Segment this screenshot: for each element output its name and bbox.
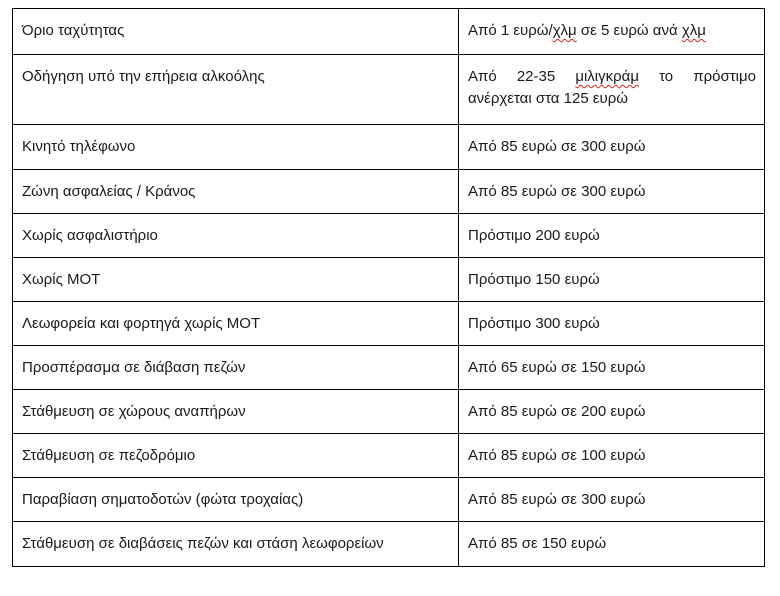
fine-cell (459, 55, 765, 125)
table-row (13, 214, 765, 258)
fine-text: Από 85 ευρώ σε 100 ευρώ (468, 447, 646, 464)
fine-text: Από 1 ευρώ/ (468, 22, 553, 39)
fine-cell (459, 125, 765, 170)
table-row (13, 522, 765, 567)
violation-cell (13, 170, 459, 214)
fine-text: Από 85 ευρώ σε 300 ευρώ (468, 138, 646, 155)
violation-cell (13, 258, 459, 302)
fine-text: Από 65 ευρώ σε 150 ευρώ (468, 359, 646, 376)
table-row (13, 478, 765, 522)
violation-text: Στάθμευση σε πεζοδρόμιο (22, 447, 196, 464)
fine-cell (459, 478, 765, 522)
violation-cell (13, 214, 459, 258)
violation-cell (13, 434, 459, 478)
fine-cell (459, 390, 765, 434)
table-row (13, 55, 765, 125)
violation-cell (13, 55, 459, 125)
table-row (13, 434, 765, 478)
fine-cell (459, 346, 765, 390)
table-row (13, 170, 765, 214)
violation-text: Ζώνη ασφαλείας / Κράνος (22, 183, 196, 200)
table-row (13, 125, 765, 170)
violation-cell (13, 302, 459, 346)
violation-text: Χωρίς ΜΟΤ (22, 271, 101, 288)
fine-cell (459, 9, 765, 55)
fine-cell (459, 258, 765, 302)
fine-cell (459, 434, 765, 478)
fine-text: Πρόστιμο 200 ευρώ (468, 227, 600, 244)
violation-cell (13, 478, 459, 522)
spellcheck-flagged-word: χλμ (552, 22, 577, 39)
table-row (13, 302, 765, 346)
violation-text: Λεωφορεία και φορτηγά χωρίς ΜΟΤ (22, 315, 261, 332)
violation-text: Όριο ταχύτητας (22, 22, 125, 39)
violation-text: Οδήγηση υπό την επήρεια αλκοόλης (22, 68, 265, 85)
table-row (13, 9, 765, 55)
table-row (13, 346, 765, 390)
fine-text: Από 85 ευρώ σε 300 ευρώ (468, 491, 646, 508)
fine-text: Από 85 ευρώ σε 300 ευρώ (468, 183, 646, 200)
violation-text: Κινητό τηλέφωνο (22, 138, 136, 155)
fine-text: Πρόστιμο 300 ευρώ (468, 315, 600, 332)
violation-cell (13, 346, 459, 390)
table-row (13, 258, 765, 302)
violation-text: Στάθμευση σε χώρους αναπήρων (22, 403, 246, 420)
traffic-fines-table (12, 8, 765, 567)
fine-text: Από 85 σε 150 ευρώ (468, 535, 607, 552)
violation-cell (13, 522, 459, 567)
fine-cell (459, 302, 765, 346)
fine-text: Πρόστιμο 150 ευρώ (468, 271, 600, 288)
violation-cell (13, 125, 459, 170)
violation-text: Χωρίς ασφαλιστήριο (22, 227, 158, 244)
fine-cell (459, 214, 765, 258)
violation-text: Παραβίαση σηματοδοτών (φώτα τροχαίας) (22, 491, 304, 508)
fine-text: Από 22-35 (468, 68, 576, 85)
violation-cell (13, 9, 459, 55)
spellcheck-flagged-word: μιλιγκράμ (575, 68, 639, 85)
fine-text: σε 5 ευρώ ανά (576, 22, 682, 39)
fine-cell (459, 170, 765, 214)
fine-cell (459, 522, 765, 567)
violation-cell (13, 390, 459, 434)
table-row (13, 390, 765, 434)
violation-text: Στάθμευση σε διαβάσεις πεζών και στάση λεωφορείων (22, 535, 384, 552)
fine-text: Από 85 ευρώ σε 200 ευρώ (468, 403, 646, 420)
spellcheck-flagged-word: χλμ (681, 22, 706, 39)
violation-text: Προσπέρασμα σε διάβαση πεζών (22, 359, 246, 376)
fine-text: το πρόστιμο ανέρχεται στα 125 ευρώ (468, 68, 756, 107)
